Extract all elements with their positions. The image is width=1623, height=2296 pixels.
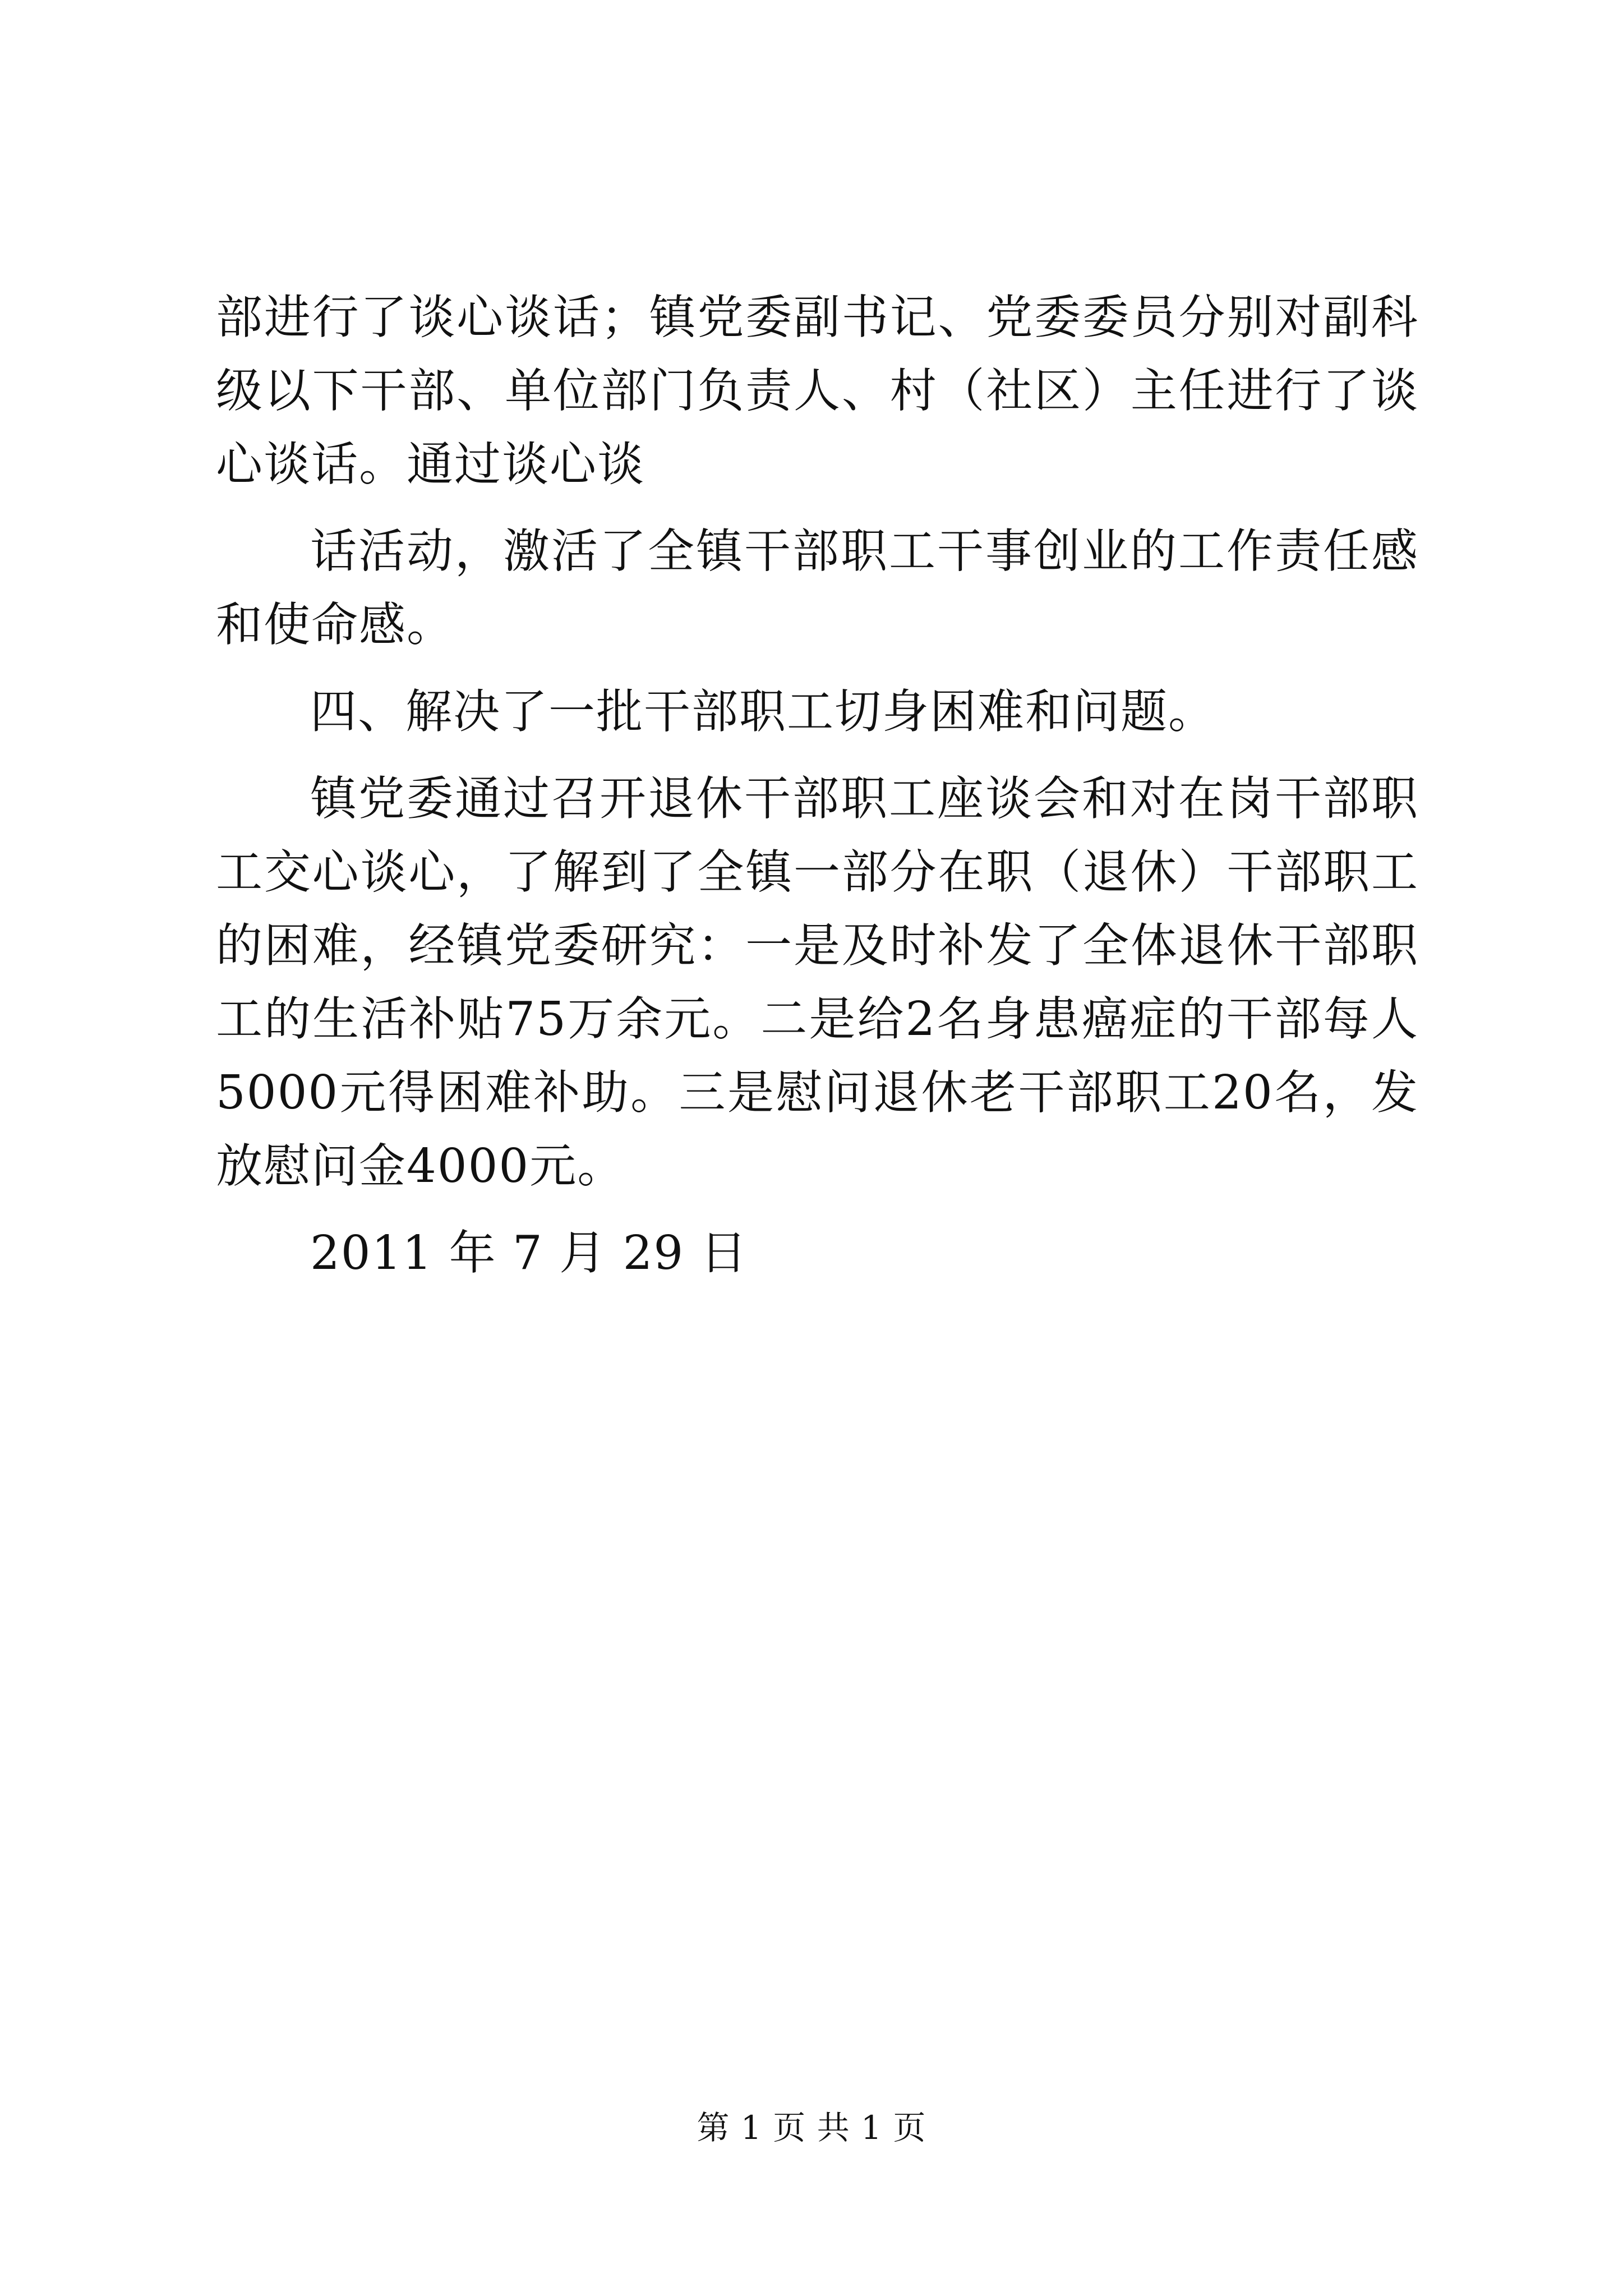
paragraph-continuation: 部进行了谈心谈话；镇党委副书记、党委委员分别对副科级以下干部、单位部门负责人、村（社区）主任进行了谈心谈话。通过谈心谈 xyxy=(216,290,1419,491)
section-heading-four: 四、解决了一批干部职工切身困难和问题。 xyxy=(310,684,1216,739)
page-number-label: 第 1 页 共 1 页 xyxy=(697,2109,926,2147)
paragraph-activity-result: 话活动，激活了全镇干部职工干事创业的工作责任感和使命感。 xyxy=(216,524,1419,652)
document-date: 2011 年 7 月 29 日 xyxy=(310,1226,748,1280)
paragraph-problem-solving: 镇党委通过召开退休干部职工座谈会和对在岗干部职工交心谈心，了解到了全镇一部分在职（退休）干部职工的困难，经镇党委研究：一是及时补发了全体退休干部职工的生活补贴75万余元。二是给2名身患癌症的干部每人5000元得困难补助。三是慰问退休老干部职工20名，发放慰问金4000元。 xyxy=(216,771,1419,1193)
page-footer xyxy=(0,2108,1623,2147)
document-body xyxy=(216,280,1419,1303)
